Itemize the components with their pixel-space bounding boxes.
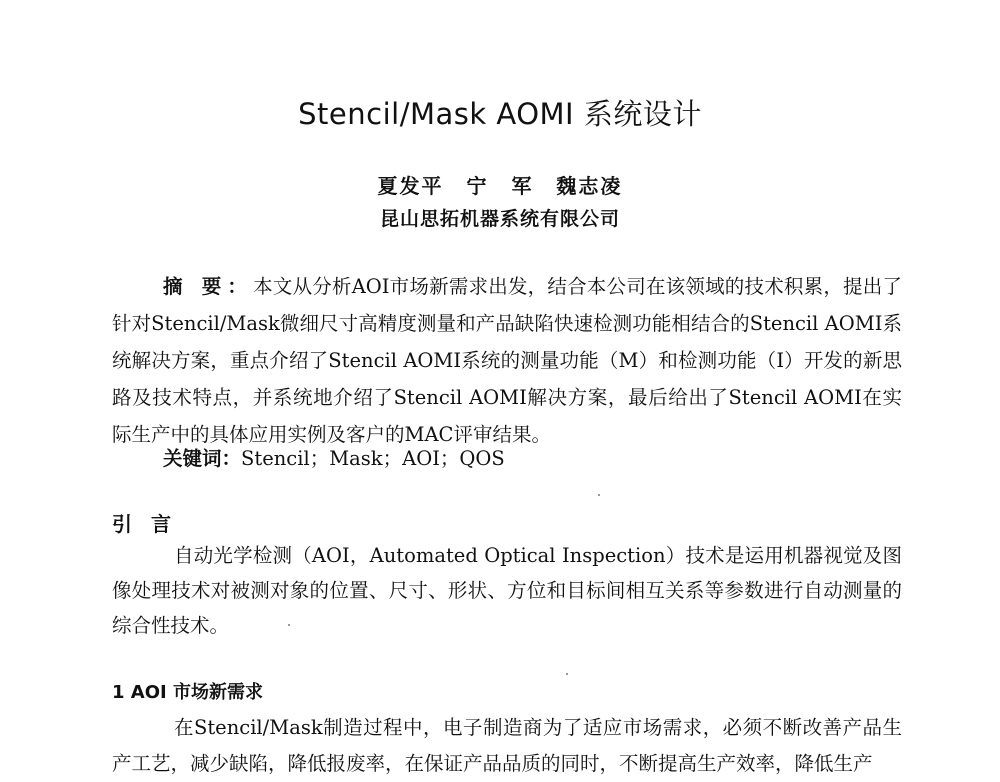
scan-speck (288, 624, 290, 626)
scan-speck (566, 673, 568, 675)
scan-speck (598, 494, 600, 496)
abstract-label: 摘 要： (163, 275, 254, 298)
keywords-label: 关键词： (163, 447, 242, 470)
paper-title: Stencil/Mask AOMI 系统设计 (298, 97, 702, 131)
section-heading-1: 1 AOI 市场新需求 (112, 682, 263, 703)
abstract-paragraph (112, 268, 902, 453)
author-list: 夏发平 宁 军 魏志凌 (377, 174, 623, 198)
keywords-line (163, 440, 505, 477)
author-affiliation: 昆山思拓机器系统有限公司 (379, 208, 620, 230)
abstract-text: 本文从分析AOI市场新需求出发，结合本公司在该领域的技术积累，提出了针对Stencil/Mask微细尺寸高精度测量和产品缺陷快速检测功能相结合的Stencil AOMI系统解决方案，重点介绍了Stencil AOMI系统的测量功能（M）和检测功能（I）开发的新思路及技术特点，并系统地介绍了Stencil AOMI解决方案，最后给出了Stencil AOMI在实际生产中的具体应用实例及客户的MAC评审结果。 (112, 275, 902, 446)
section-paragraph-1: 在Stencil/Mask制造过程中，电子制造商为了适应市场需求，必须不断改善产品生产工艺，减少缺陷，降低报废率，在保证产品品质的同时，不断提高生产效率，降低生产 (112, 716, 902, 775)
keywords-text: Stencil；Mask；AOI；QOS (241, 447, 505, 470)
section-heading-intro: 引 言 (112, 512, 177, 536)
section-paragraph-intro: 自动光学检测（AOI，Automated Optical Inspection）技术是运用机器视觉及图像处理技术对被测对象的位置、尺寸、形状、方位和目标间相互关系等参数进行自动测量的综合性技术。 (112, 544, 902, 637)
